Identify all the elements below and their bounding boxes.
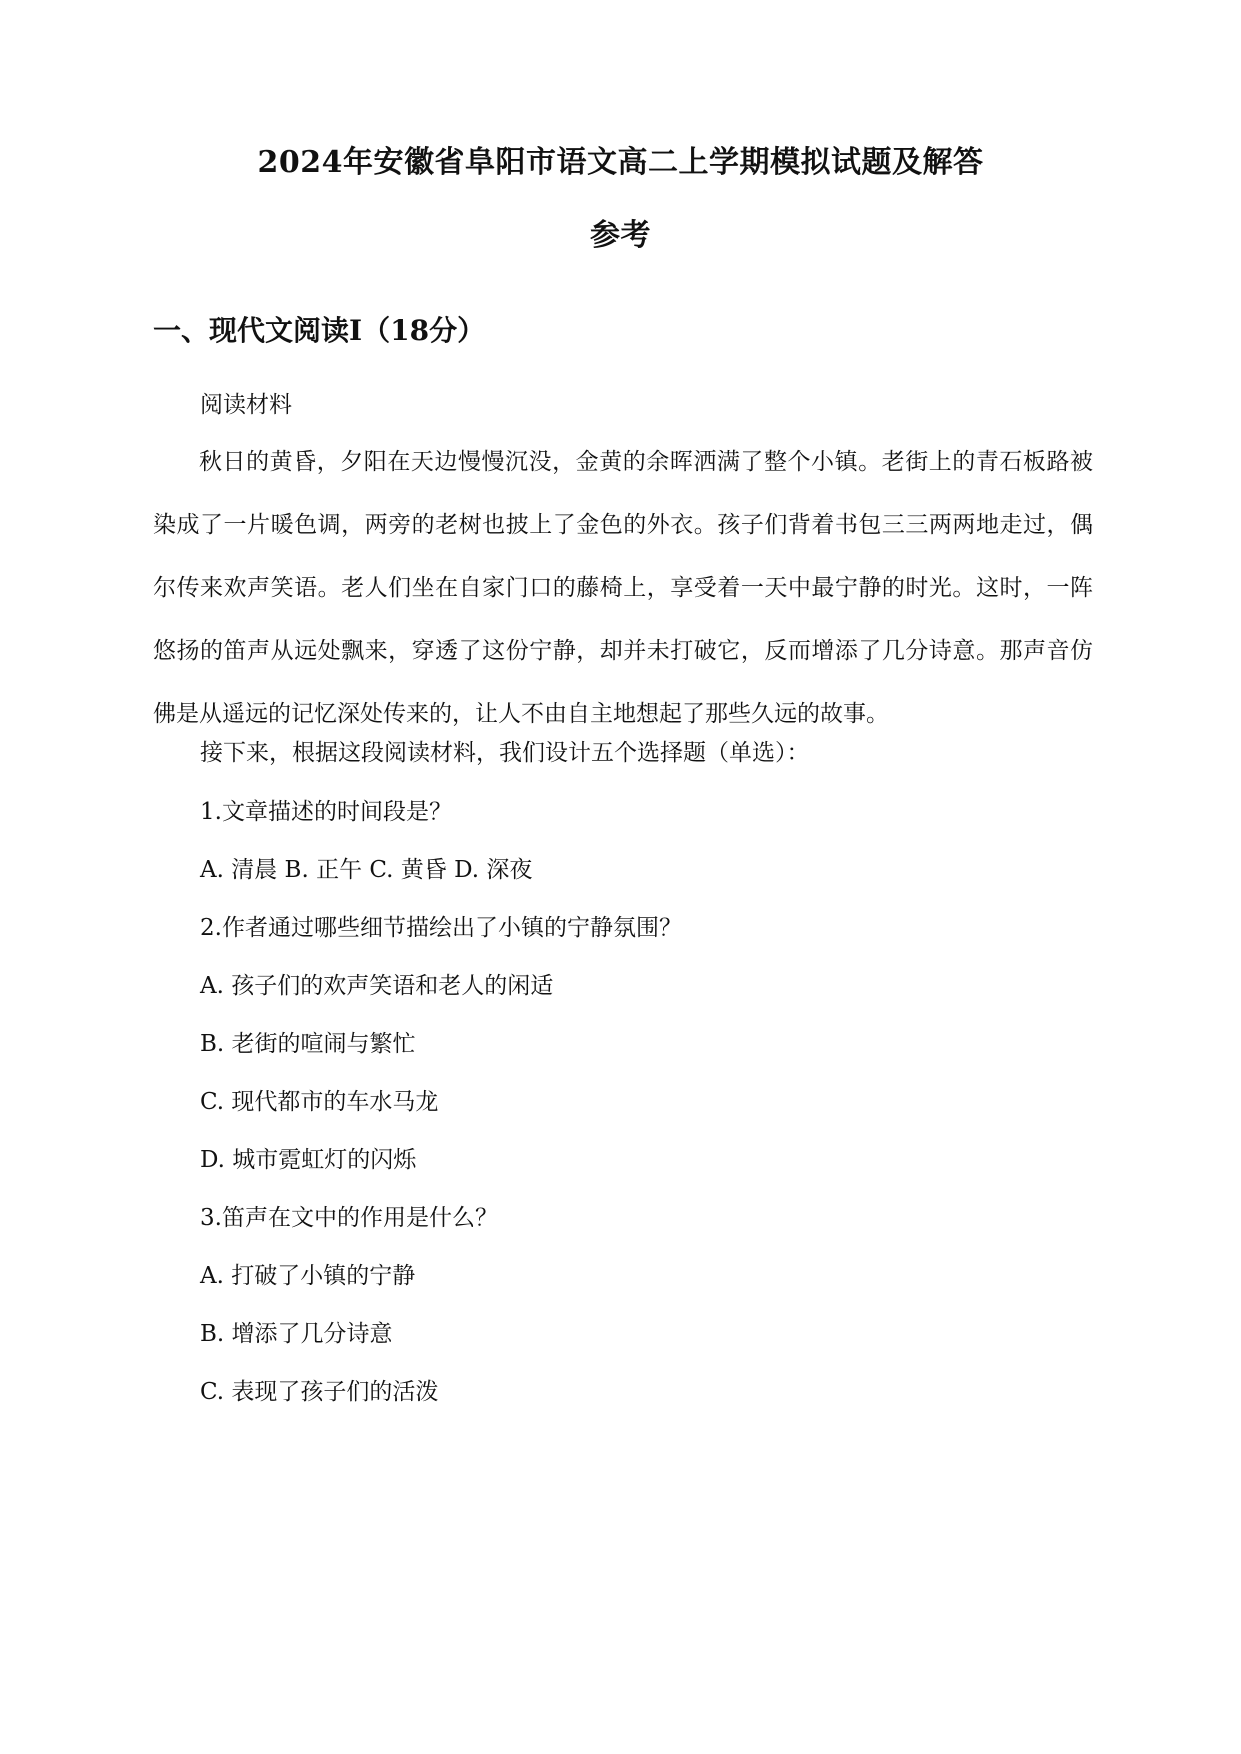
question-1-stem: 1.文章描述的时间段是？ <box>200 799 452 825</box>
question-2-option-a: A. 孩子们的欢声笑语和老人的闲适 <box>200 973 554 999</box>
question-3-option-c: C. 表现了孩子们的活泼 <box>200 1379 439 1405</box>
question-2-stem: 2.作者通过哪些细节描绘出了小镇的宁静氛围？ <box>200 915 682 941</box>
reading-passage: 秋日的黄昏，夕阳在天边慢慢沉没，金黄的余晖洒满了整个小镇。老街上的青石板路被染成了一片暖色调，两旁的老树也披上了金色的外衣。孩子们背着书包三三两两地走过，偶尔传来欢声笑语。老人们坐在自家门口的藤椅上，享受着一天中最宁静的时光。这时，一阵悠扬的笛声从远处飘来，穿透了这份宁静，却并未打破它，反而增添了几分诗意。那声音仿佛是从遥远的记忆深处传来的，让人不由自主地想起了那些久远的故事。 <box>153 449 1093 727</box>
material-label: 阅读材料 <box>200 392 292 418</box>
questions-intro: 接下来，根据这段阅读材料，我们设计五个选择题（单选）： <box>200 740 810 766</box>
question-3-option-b: B. 增添了几分诗意 <box>200 1321 393 1347</box>
question-3-option-a: A. 打破了小镇的宁静 <box>200 1263 416 1289</box>
question-2-option-c: C. 现代都市的车水马龙 <box>200 1089 439 1115</box>
document-title-line-2: 参考 <box>590 218 651 253</box>
section-heading: 一、现代文阅读Ⅰ（18分） <box>153 314 486 347</box>
document-title-line-1: 2024年安徽省阜阳市语文高二上学期模拟试题及解答 <box>257 145 984 180</box>
question-2-option-b: B. 老街的喧闹与繁忙 <box>200 1031 416 1057</box>
question-2-option-d: D. 城市霓虹灯的闪烁 <box>200 1147 417 1173</box>
question-3-stem: 3.笛声在文中的作用是什么？ <box>200 1205 498 1231</box>
question-1-options: A. 清晨 B. 正午 C. 黄昏 D. 深夜 <box>200 857 533 883</box>
